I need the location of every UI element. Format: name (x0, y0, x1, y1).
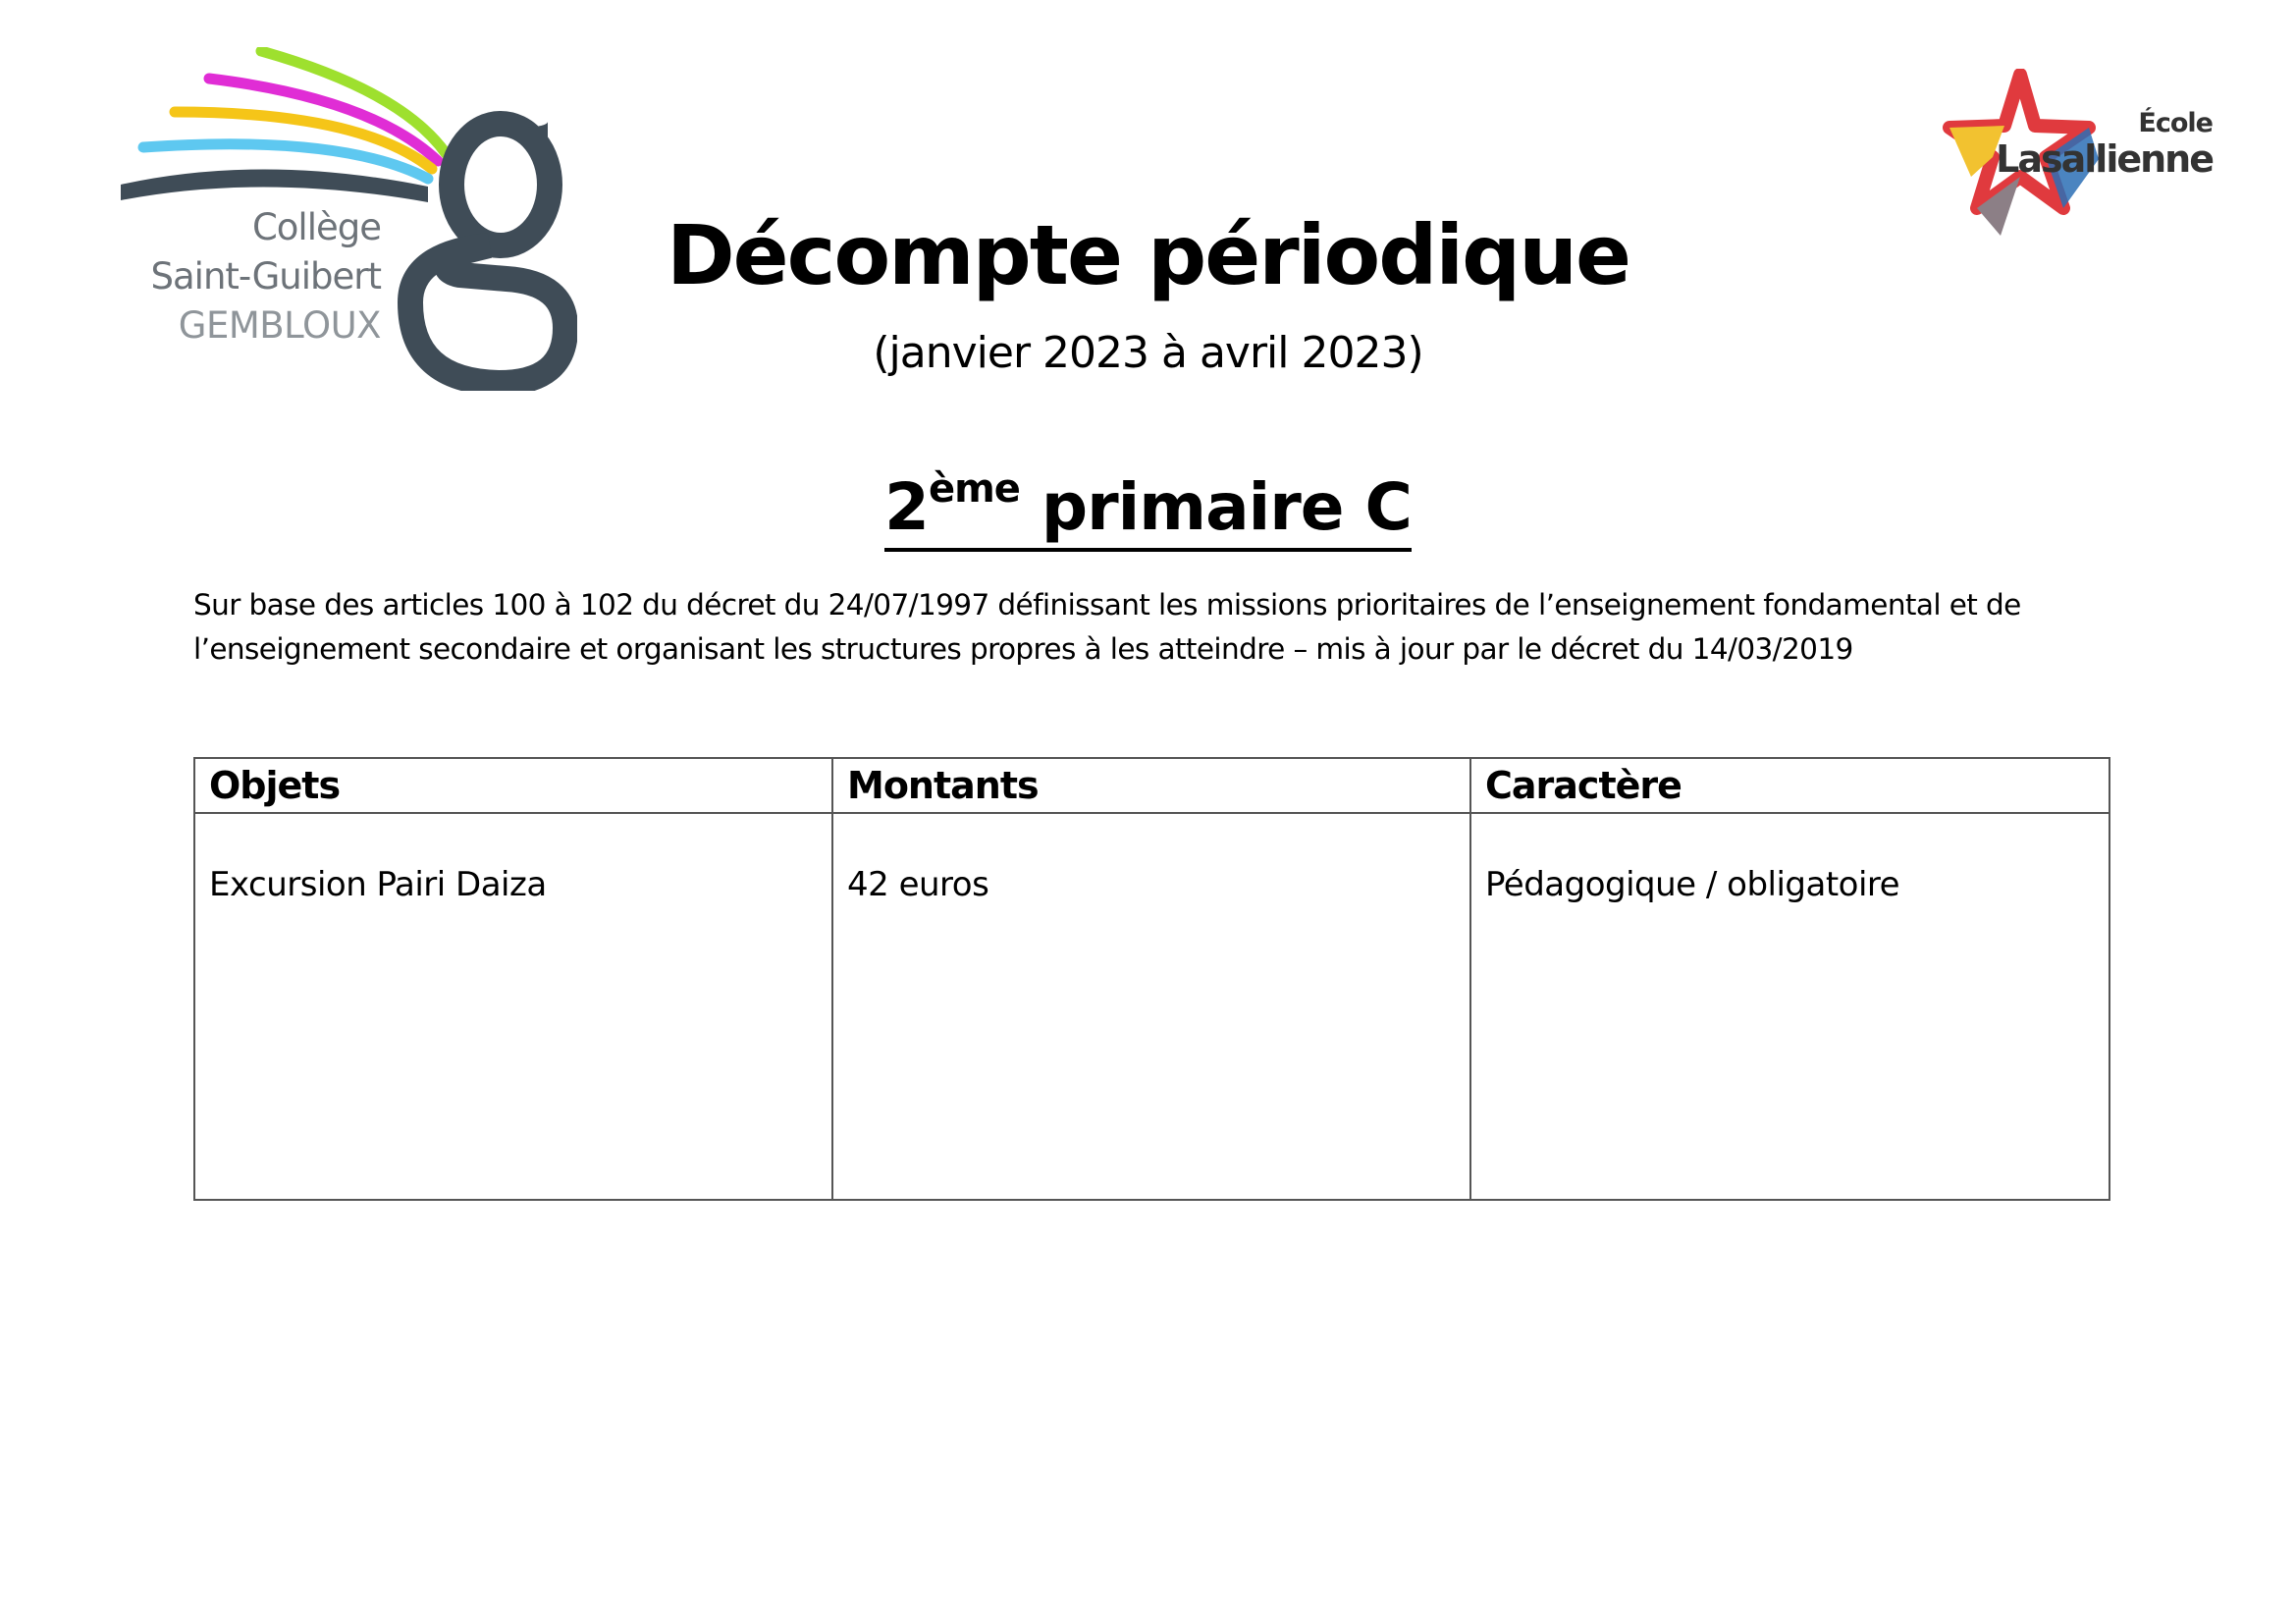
class-heading (0, 463, 2296, 552)
class-ordinal-suffix: ème (928, 466, 1020, 512)
college-name-line-2: Saint-Guibert (150, 255, 381, 298)
table-header-row (194, 758, 2109, 813)
document-title: Décompte périodique (666, 207, 1630, 303)
cell-caractere: Pédagogique / obligatoire (1470, 813, 2109, 1200)
legal-reference-paragraph: Sur base des articles 100 à 102 du décret du 24/07/1997 définissant les missions prioritaires de l’enseignement fondamental et de l’enseignement secondaire et organisant les structures propres à les atteindre – mis à jour par le décret du 14/03/2019 (193, 588, 2021, 666)
column-header-montants: Montants (832, 758, 1470, 813)
table-row (194, 813, 2109, 1200)
class-name: primaire C (1041, 469, 1412, 545)
cell-montant: 42 euros (832, 813, 1470, 1200)
fees-table (193, 757, 2110, 1201)
logo-ray-green (261, 51, 446, 153)
column-header-objets: Objets (194, 758, 832, 813)
college-city-line: GEMBLOUX (178, 304, 381, 347)
period-subtitle: (janvier 2023 à avril 2023) (873, 328, 1423, 378)
logo-ecole-text: École (2138, 108, 2213, 138)
cell-objet: Excursion Pairi Daiza (194, 813, 832, 1200)
column-header-caractere: Caractère (1470, 758, 2109, 813)
class-heading-underlined (884, 467, 1412, 552)
logo-swoosh (121, 169, 428, 202)
college-name-line-1: Collège (251, 206, 381, 248)
logo-lasallienne-text: Lasallienne (1996, 137, 2213, 181)
class-number: 2 (884, 469, 929, 545)
